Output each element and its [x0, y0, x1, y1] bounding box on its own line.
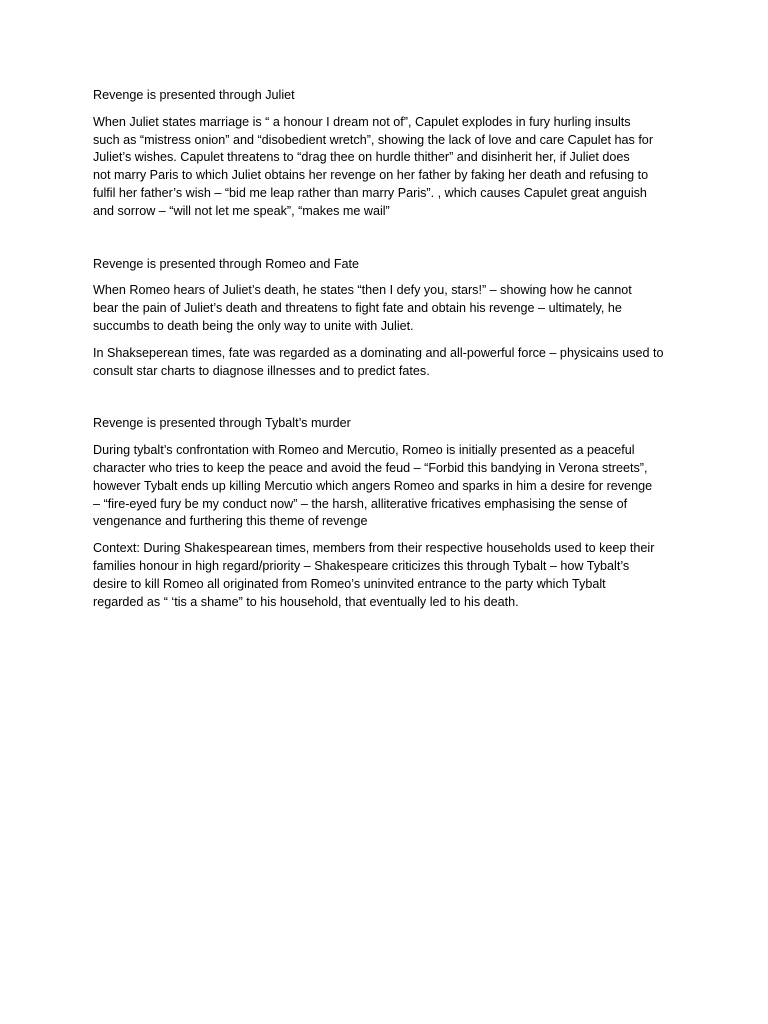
text-line: Juliet’s wishes. Capulet threatens to “drag thee on hurdle thither” and disinherit her, if Juliet does — [93, 150, 630, 165]
text-line: In Shakseperean times, fate was regarded as a dominating and all-powerful force – physicains used to — [93, 345, 664, 360]
text-line: desire to kill Romeo all originated from Romeo’s uninvited entrance to the party which Tybalt — [93, 576, 606, 591]
text-line: not marry Paris to which Juliet obtains her revenge on her father by faking her death and refusing to — [93, 168, 649, 183]
text-line: and sorrow – “will not let me speak”, “makes me wail” — [93, 203, 390, 218]
section-heading-juliet: Revenge is presented through Juliet — [93, 88, 295, 102]
section-spacer — [93, 230, 681, 256]
text-line: however Tybalt ends up killing Mercutio which angers Romeo and sparks in him a desire for revenge — [93, 478, 653, 493]
paragraph-tybalt — [93, 442, 681, 531]
text-line: consult star charts to diagnose illnesses and to predict fates. — [93, 363, 430, 378]
text-line: Context: During Shakespearean times, members from their respective households used to keep their — [93, 541, 655, 556]
paragraph-fate-context — [93, 345, 681, 381]
text-line: families honour in high regard/priority – Shakespeare criticizes this through Tybalt – how Tybalt’s — [93, 558, 630, 573]
section-spacer — [93, 389, 681, 415]
text-line: When Juliet states marriage is “ a honour I dream not of”, Capulet explodes in fury hurling insults — [93, 114, 631, 129]
document-body — [93, 87, 681, 620]
paragraph-tybalt-context — [93, 540, 681, 611]
text-line: – “fire-eyed fury be my conduct now” – the harsh, alliterative fricatives emphasising the sense of — [93, 496, 628, 511]
section-heading-romeo-fate: Revenge is presented through Romeo and Fate — [93, 256, 360, 271]
text-line: succumbs to death being the only way to unite with Juliet. — [93, 318, 414, 333]
paragraph-romeo-fate — [93, 282, 681, 335]
paragraph-juliet — [93, 114, 681, 221]
text-line: When Romeo hears of Juliet’s death, he states “then I defy you, stars!” – showing how he cannot — [93, 283, 632, 298]
text-line: vengenance and furthering this theme of revenge — [93, 514, 368, 529]
text-line: bear the pain of Juliet’s death and threatens to fight fate and obtain his revenge – ultimately, he — [93, 301, 622, 316]
text-line: regarded as “ ‘tis a shame” to his household, that eventually led to his death. — [93, 594, 519, 609]
text-line: During tybalt’s confrontation with Romeo and Mercutio, Romeo is initially presented as a peaceful — [93, 443, 635, 458]
section-heading-tybalt: Revenge is presented through Tybalt’s murder — [93, 416, 351, 431]
text-line: character who tries to keep the peace and avoid the feud – “Forbid this bandying in Verona streets”, — [93, 460, 648, 475]
text-line: such as “mistress onion” and “disobedient wretch”, showing the lack of love and care Capulet has for — [93, 132, 654, 147]
text-line: fulfil her father’s wish – “bid me leap rather than marry Paris”. , which causes Capulet great anguish — [93, 185, 647, 200]
